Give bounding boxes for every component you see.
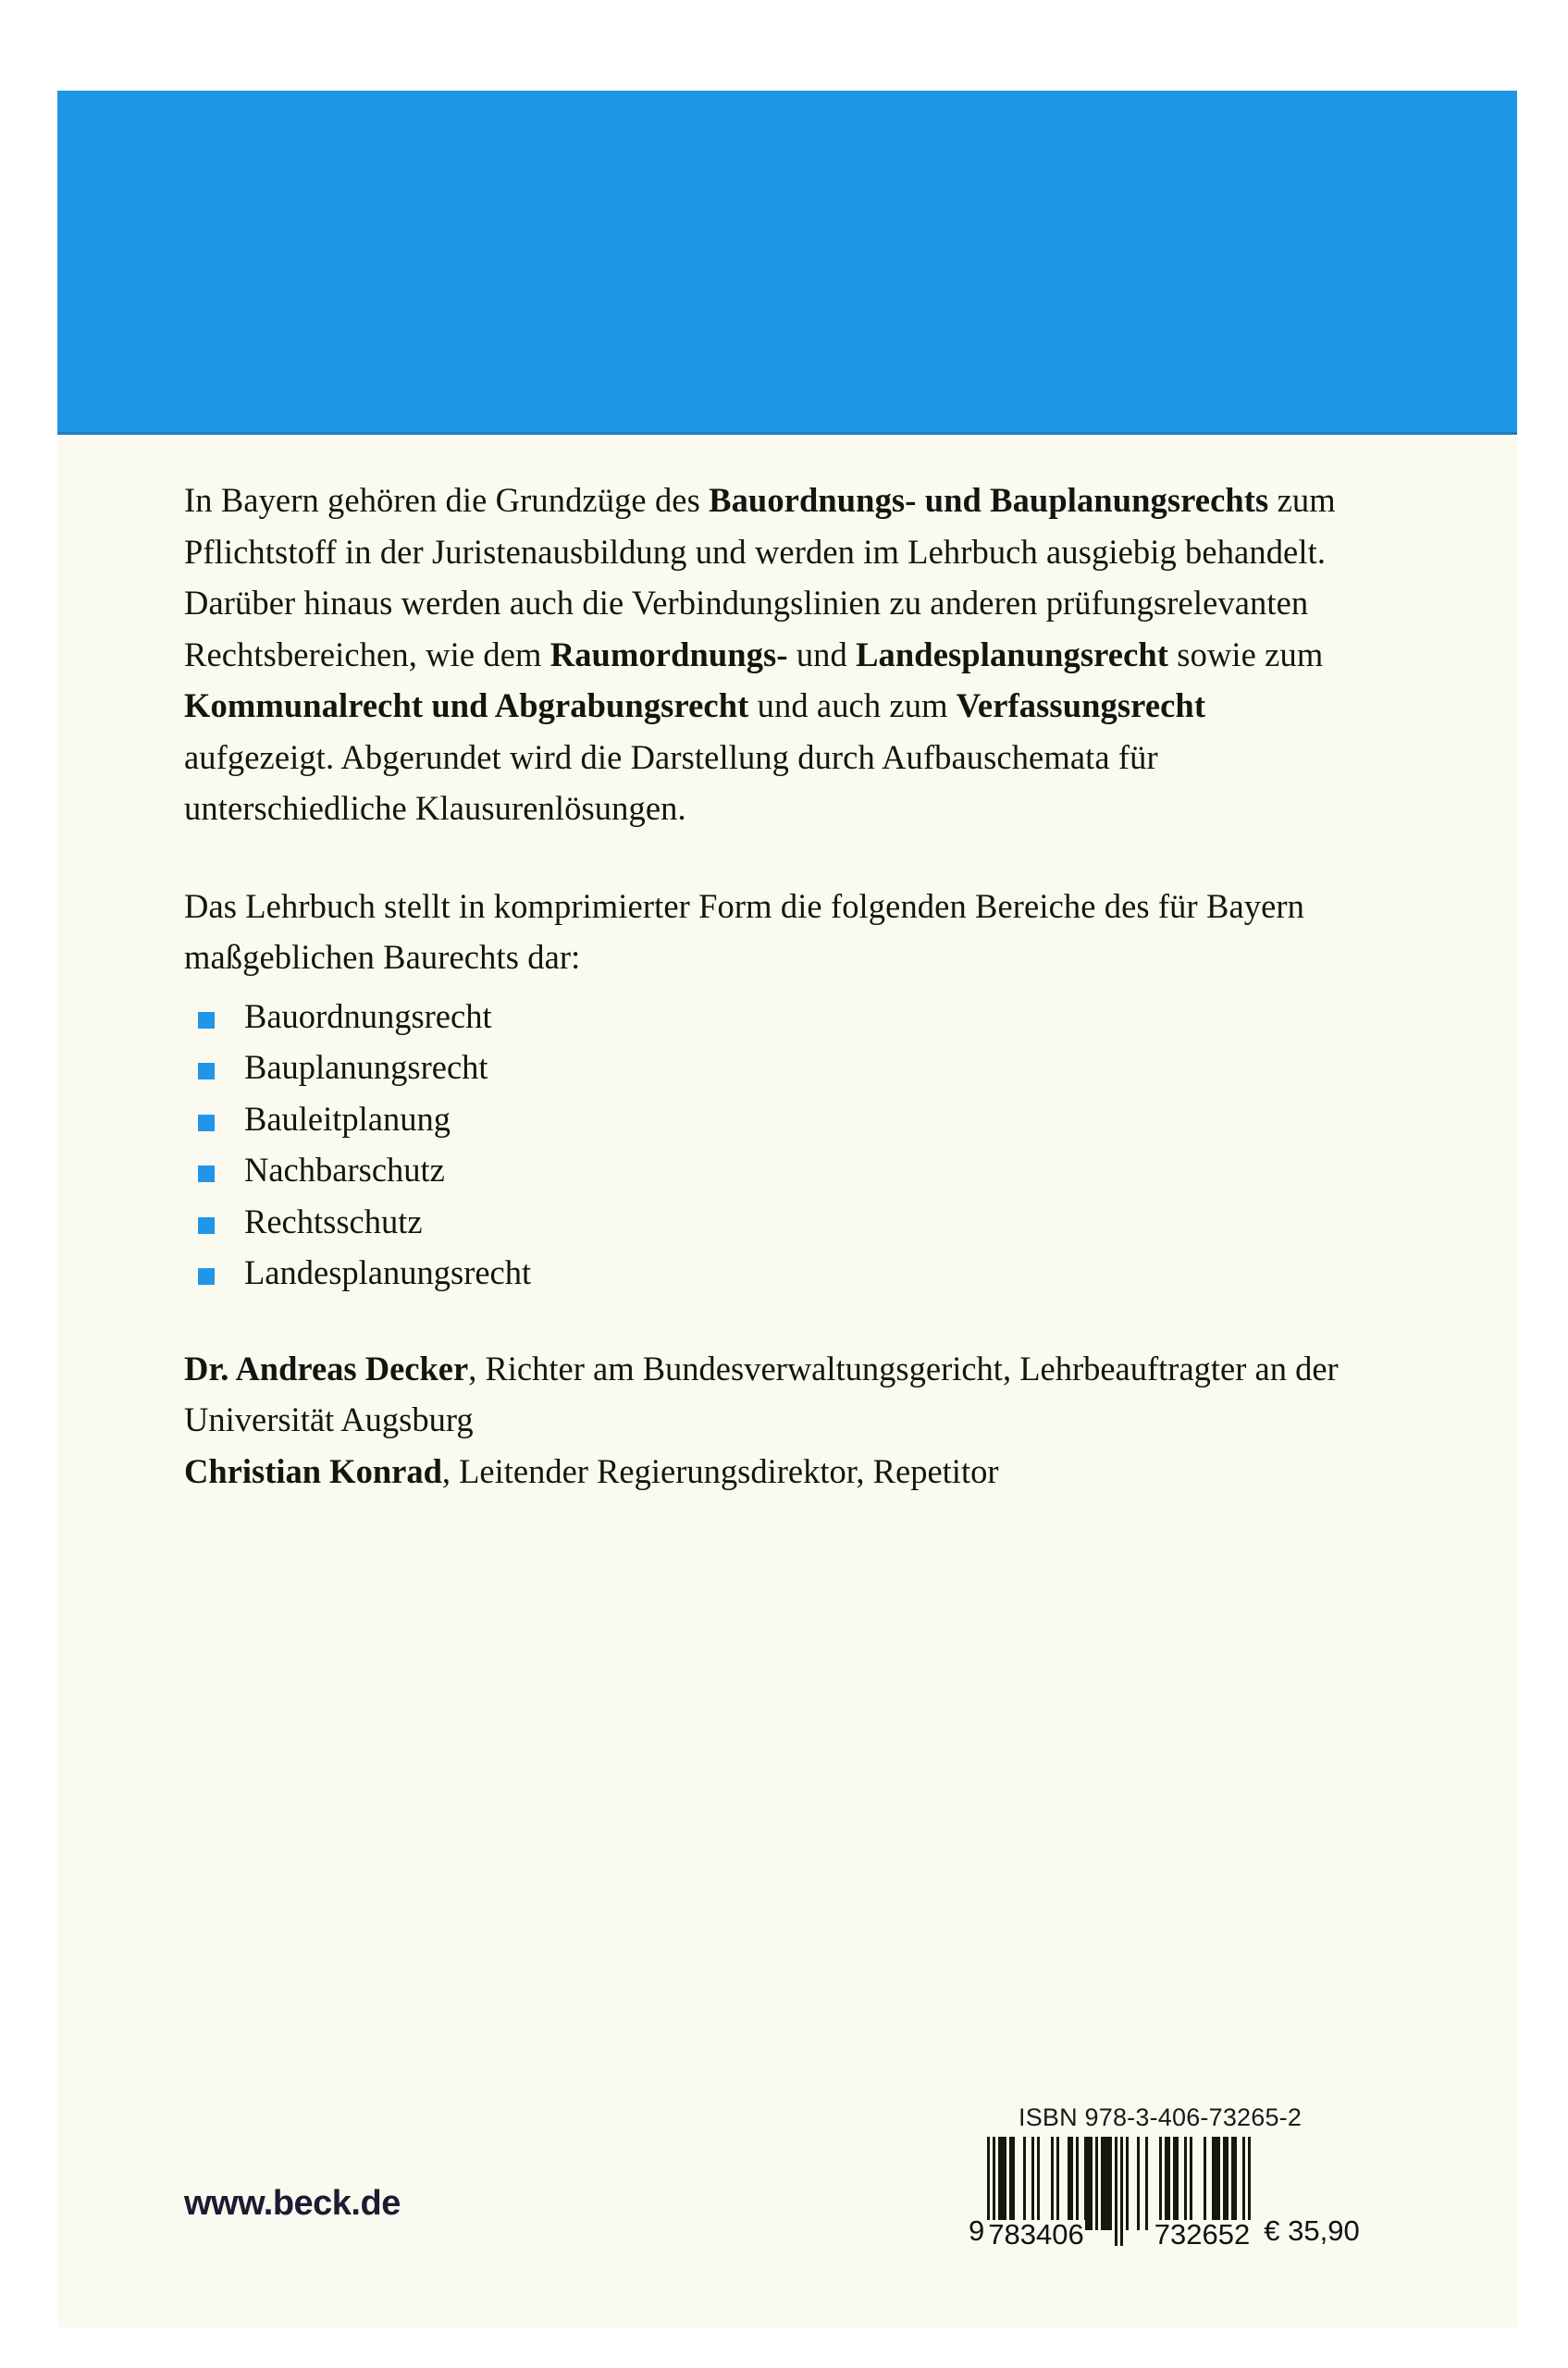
- topics-list: [184, 991, 1340, 1299]
- ean-group-2: 732652: [1154, 2218, 1251, 2251]
- topic-label: Bauordnungsrecht: [244, 996, 492, 1035]
- ean-lead-digit: 9: [969, 2214, 985, 2247]
- bullet-square-icon: [198, 1268, 215, 1285]
- isbn-text: ISBN 978-3-406-73265-2: [1019, 2103, 1303, 2131]
- bullet-square-icon: [198, 1115, 215, 1131]
- blurb-paragraph-1: In Bayern gehören die Grundzüge des Bauordnungs- und Bauplanungsrechts zum Pflichtstoff in der Juristenausbildung und werden im Lehrbuch ausgiebig behandelt. Darüber hinaus werden auch die Verbindungslinien zu anderen prüfungsrelevanten Rechtsbereichen, wie dem Raumordnungs- und Landesplanungsrecht sowie zum Kommunalrecht und Abgrabungsrecht und auch zum Verfassungsrecht aufgezeigt. Abgerundet wird die Darstellung durch Aufbauschemata für unterschiedliche Klausurenlösungen.: [184, 481, 1336, 827]
- authors-block: Dr. Andreas Decker, Richter am Bundesverwaltungsgericht, Lehrbeauftragter an der Universität Augsburg Christian Konrad, Leitender Regierungsdirektor, Repetitor: [184, 1349, 1339, 1490]
- list-item: [184, 1093, 1340, 1145]
- list-item: [184, 1042, 1340, 1093]
- bullet-square-icon: [198, 1012, 215, 1029]
- blurb-paragraph-2: Das Lehrbuch stellt in komprimierter Form die folgenden Bereiche des für Bayern maßgeblichen Baurechts dar:: [184, 886, 1305, 976]
- barcode-bars: [987, 2137, 1251, 2246]
- blue-header-band: [57, 91, 1517, 435]
- ean-group-1: 783406: [988, 2218, 1084, 2251]
- bullet-square-icon: [198, 1063, 215, 1079]
- cover-content: [184, 475, 1340, 1497]
- ean-barcode-graphic: [987, 2137, 1251, 2251]
- cover-footer: [57, 2022, 1517, 2327]
- list-item: [184, 991, 1340, 1042]
- topic-label: Bauleitplanung: [244, 1099, 451, 1138]
- topic-label: Landesplanungsrecht: [244, 1253, 532, 1291]
- topic-label: Bauplanungsrecht: [244, 1048, 488, 1086]
- barcode-row: [969, 2137, 1360, 2251]
- cover-panel: [57, 91, 1517, 2327]
- list-item: [184, 1144, 1340, 1196]
- price-label: € 35,90: [1264, 2214, 1360, 2247]
- bullet-square-icon: [198, 1166, 215, 1182]
- barcode-block: [969, 2103, 1360, 2251]
- list-item: [184, 1196, 1340, 1248]
- list-item: [184, 1247, 1340, 1299]
- publisher-website-logo[interactable]: www.beck.de: [184, 2184, 401, 2223]
- bullet-square-icon: [198, 1217, 215, 1234]
- topic-label: Rechtsschutz: [244, 1202, 423, 1240]
- topic-label: Nachbarschutz: [244, 1151, 445, 1189]
